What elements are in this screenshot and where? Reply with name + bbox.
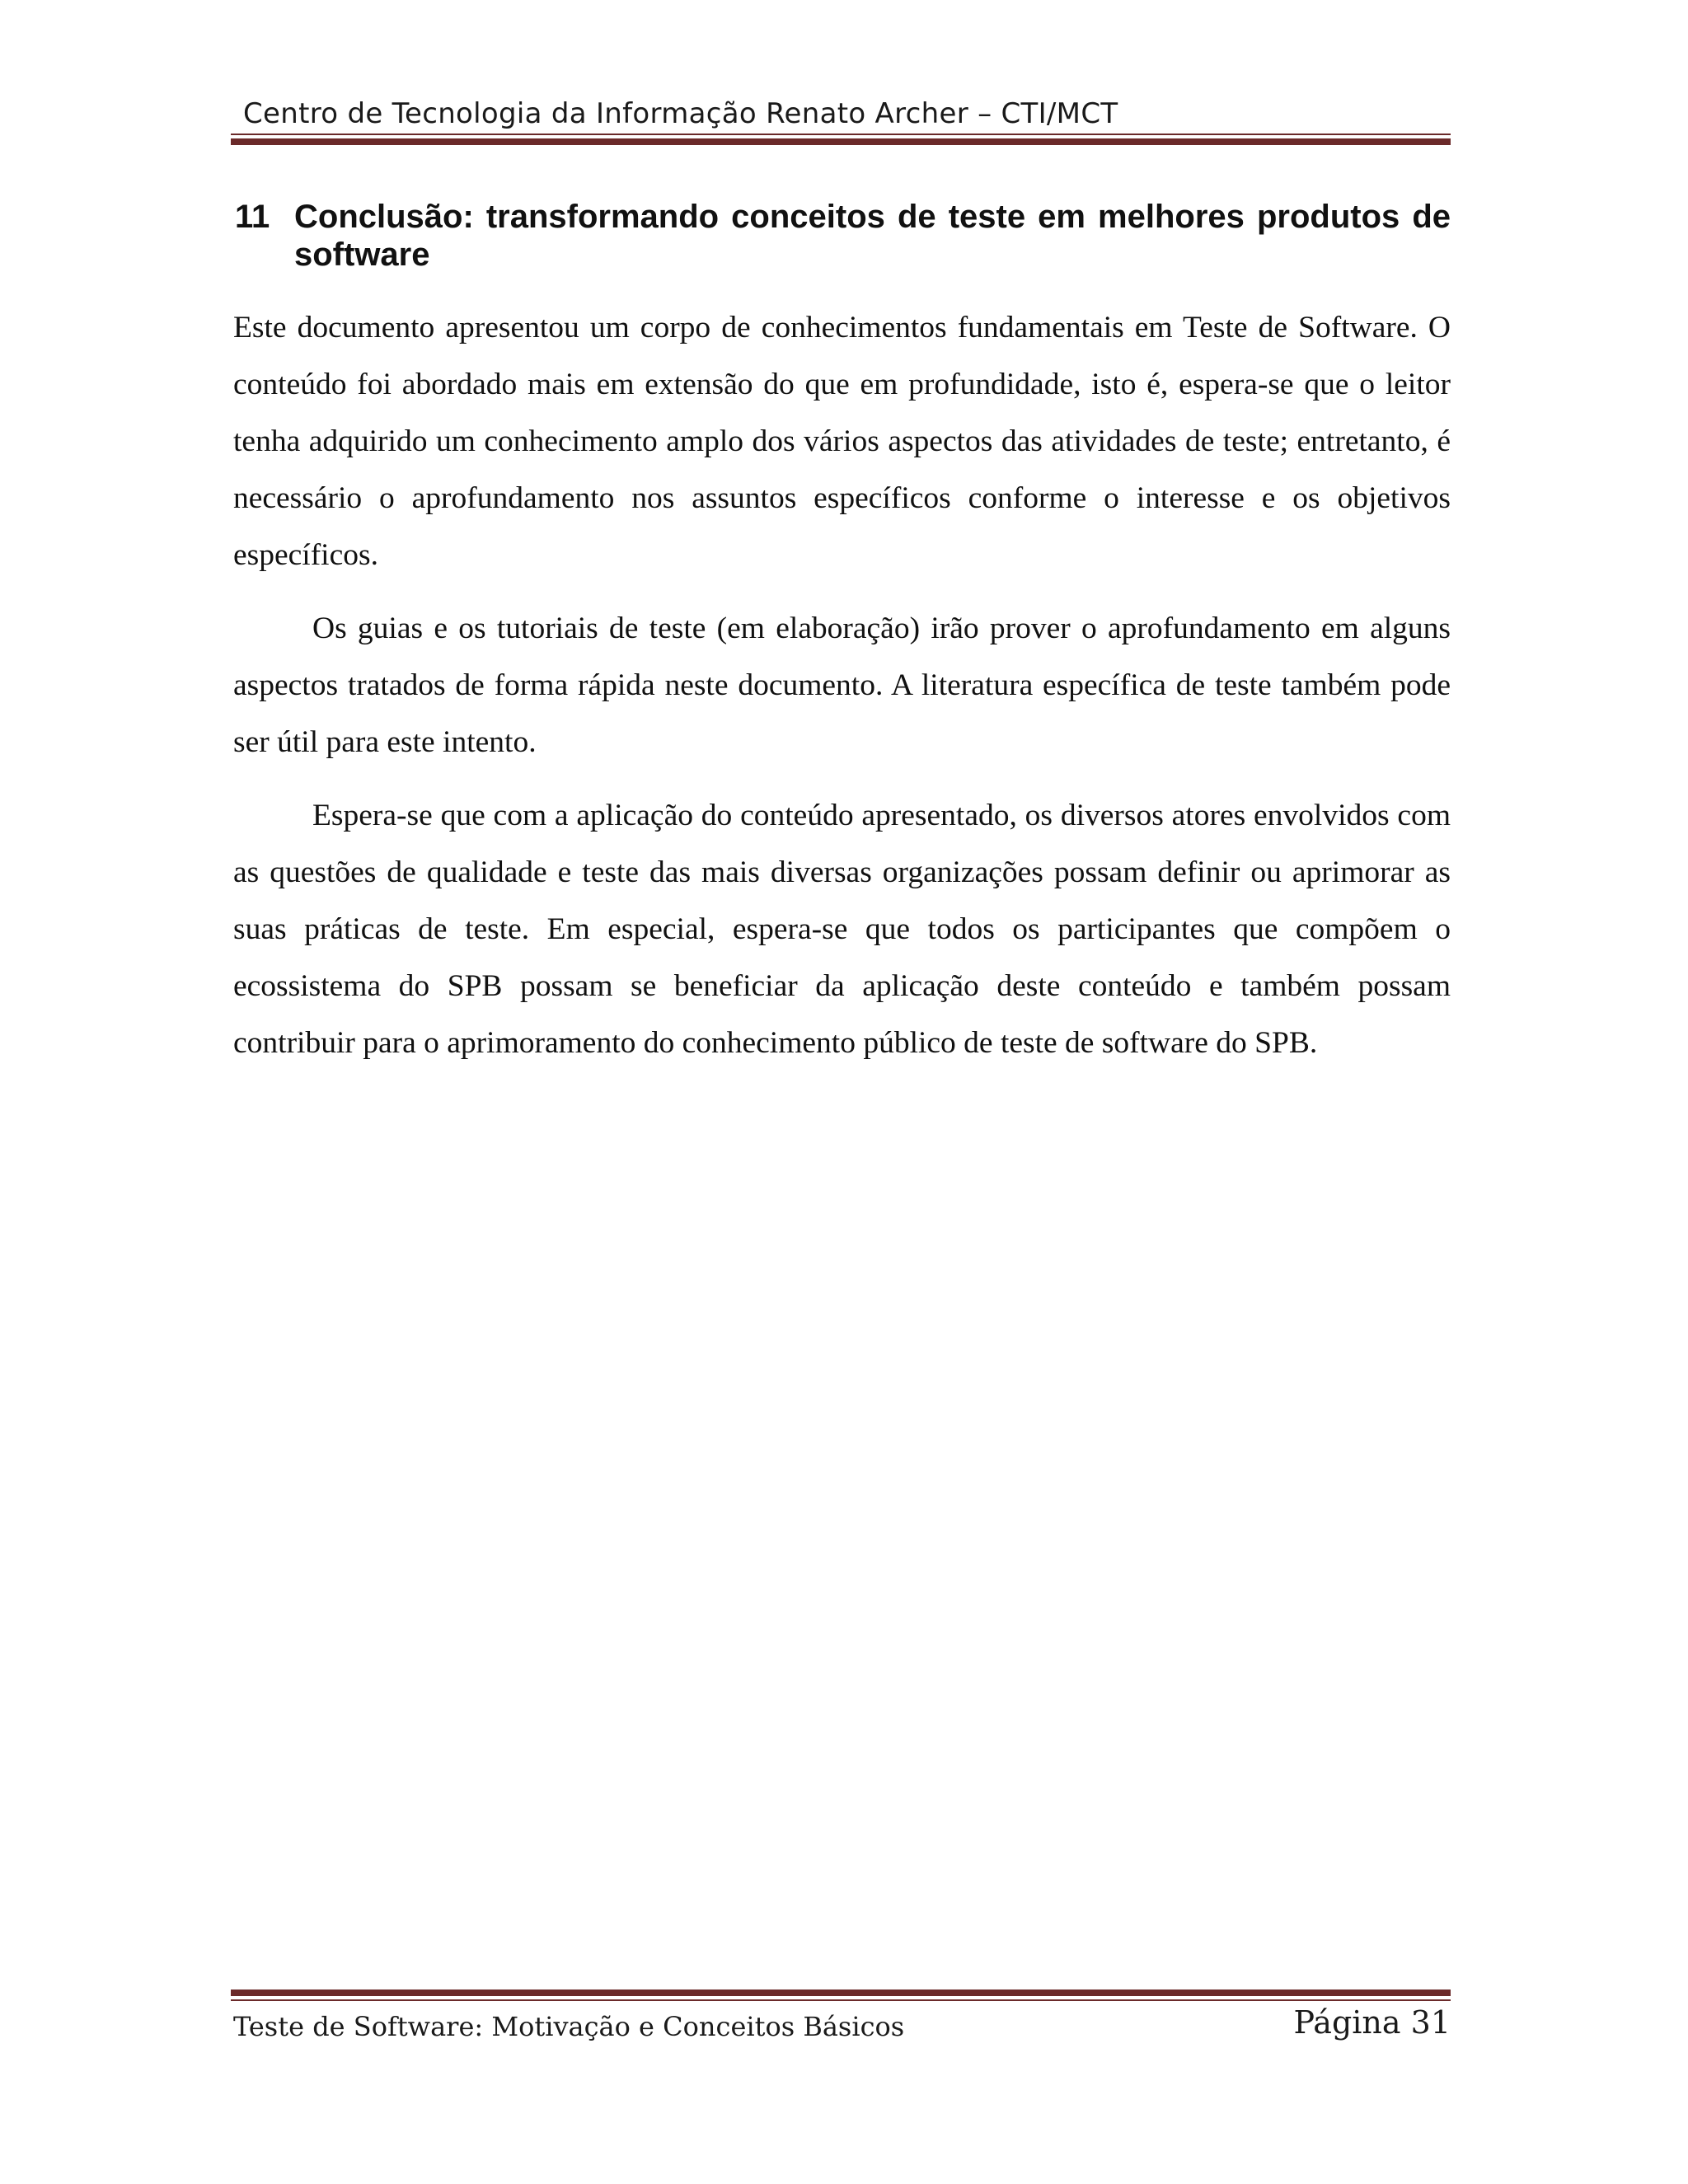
footer-rule-thin-line (231, 1999, 1451, 2001)
footer-rule (231, 1990, 1451, 2001)
paragraph-1: Este documento apresentou um corpo de conhecimentos fundamentais em Teste de Software. O conteúdo foi abordado mais em extensão do que em profundidade, isto é, espera-se que o leitor tenha adquirido um conhecimento amplo dos vários aspectos das atividades de teste; entretanto, é necessário o aprofundamento nos assuntos específicos conforme o interesse e os objetivos específicos. (233, 311, 1451, 572)
paragraph-3: Espera-se que com a aplicação do conteúdo apresentado, os diversos atores envolvidos com as questões de qualidade e teste das mais diversas organizações possam definir ou aprimorar as suas práticas de teste. Em especial, espera-se que todos os participantes que compõem o ecossistema do SPB possam se beneficiar da aplicação deste conteúdo e também possam contribuir para o aprimoramento do conhecimento público de teste de software do SPB. (233, 799, 1451, 1060)
footer-rule-thick-line (231, 1990, 1451, 1996)
header-rule (231, 134, 1451, 145)
page-number: Página 31 (1293, 2004, 1451, 2041)
section-heading (235, 198, 1451, 274)
page-header: Centro de Tecnologia da Informação Renato Archer – CTI/MCT (243, 97, 1118, 130)
section-number: 11 (235, 199, 270, 235)
footer-document-title: Teste de Software: Motivação e Conceitos Básicos (233, 2011, 905, 2042)
body-text (233, 299, 1451, 1088)
paragraph-2: Os guias e os tutoriais de teste (em elaboração) irão prover o aprofundamento em alguns aspectos tratados de forma rápida neste documento. A literatura específica de teste também pode ser útil para este intento. (233, 612, 1451, 759)
header-rule-thick-line (231, 138, 1451, 145)
section-title: Conclusão: transformando conceitos de teste em melhores produtos de software (294, 199, 1451, 273)
